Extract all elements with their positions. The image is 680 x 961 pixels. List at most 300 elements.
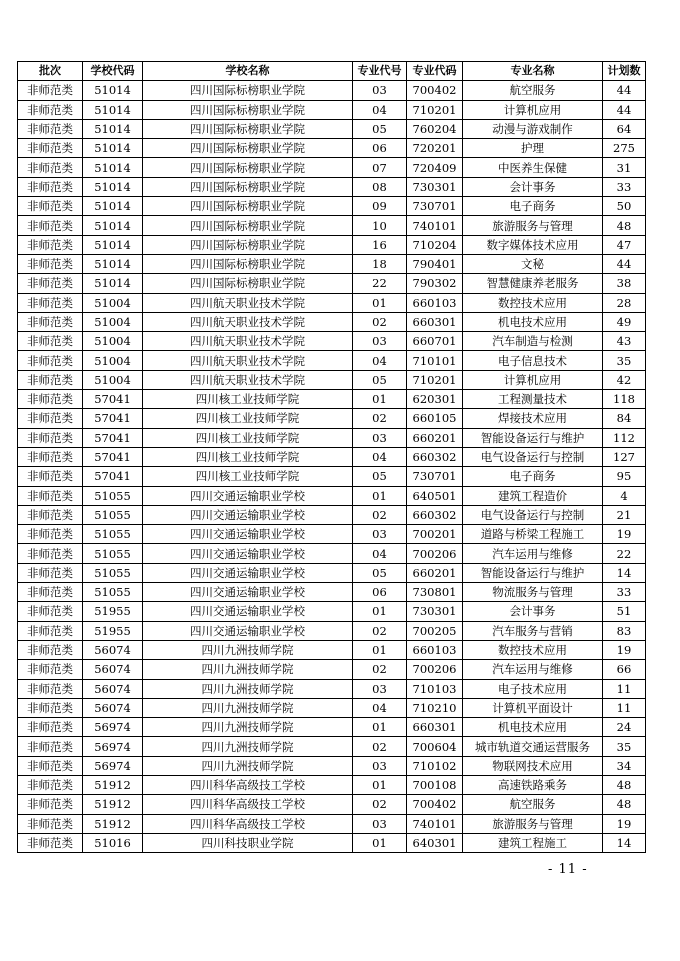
cell-major-code: 700206 [407,544,463,563]
table-row [18,139,646,158]
cell-major-code: 710204 [407,235,463,254]
cell-school-name: 四川国际标榜职业学院 [143,235,353,254]
cell-plan-count: 33 [603,177,646,196]
header-school-name: 学校名称 [143,62,353,81]
cell-school-code: 56974 [83,737,143,756]
cell-school-code: 51014 [83,100,143,119]
cell-plan-count: 44 [603,254,646,273]
cell-major-number: 05 [353,467,407,486]
cell-plan-count: 64 [603,119,646,138]
cell-school-code: 51055 [83,544,143,563]
cell-major-code: 710201 [407,370,463,389]
cell-school-name: 四川九洲技师学院 [143,640,353,659]
cell-major-number: 01 [353,486,407,505]
cell-school-name: 四川九洲技师学院 [143,737,353,756]
cell-batch: 非师范类 [18,235,83,254]
cell-major-code: 700402 [407,795,463,814]
cell-batch: 非师范类 [18,756,83,775]
cell-major-name: 电子商务 [463,197,603,216]
cell-school-code: 51055 [83,505,143,524]
cell-school-name: 四川交通运输职业学校 [143,544,353,563]
cell-plan-count: 118 [603,390,646,409]
cell-major-code: 710201 [407,100,463,119]
cell-school-name: 四川国际标榜职业学院 [143,177,353,196]
cell-major-number: 01 [353,718,407,737]
cell-plan-count: 112 [603,428,646,447]
cell-major-code: 740101 [407,216,463,235]
cell-batch: 非师范类 [18,409,83,428]
cell-school-name: 四川国际标榜职业学院 [143,81,353,100]
cell-school-code: 51014 [83,274,143,293]
cell-plan-count: 4 [603,486,646,505]
table-row [18,351,646,370]
cell-batch: 非师范类 [18,660,83,679]
table-row [18,254,646,273]
cell-school-name: 四川交通运输职业学校 [143,621,353,640]
cell-major-name: 汽车运用与维修 [463,660,603,679]
table-row [18,814,646,833]
cell-school-code: 57041 [83,447,143,466]
table-row [18,100,646,119]
cell-school-code: 51014 [83,235,143,254]
cell-major-name: 电气设备运行与控制 [463,505,603,524]
cell-major-name: 中医养生保健 [463,158,603,177]
cell-major-number: 22 [353,274,407,293]
cell-plan-count: 14 [603,563,646,582]
table-row [18,428,646,447]
cell-school-code: 51912 [83,795,143,814]
cell-major-name: 汽车服务与营销 [463,621,603,640]
cell-batch: 非师范类 [18,139,83,158]
cell-major-name: 电子技术应用 [463,679,603,698]
cell-batch: 非师范类 [18,390,83,409]
cell-school-code: 56074 [83,660,143,679]
cell-plan-count: 19 [603,525,646,544]
cell-batch: 非师范类 [18,312,83,331]
cell-school-name: 四川航天职业技术学院 [143,293,353,312]
cell-batch: 非师范类 [18,467,83,486]
cell-batch: 非师范类 [18,737,83,756]
cell-batch: 非师范类 [18,698,83,717]
table-row [18,640,646,659]
cell-major-name: 物流服务与管理 [463,583,603,602]
cell-major-code: 660201 [407,428,463,447]
cell-school-code: 56074 [83,698,143,717]
cell-major-number: 16 [353,235,407,254]
cell-major-name: 动漫与游戏制作 [463,119,603,138]
cell-school-name: 四川航天职业技术学院 [143,332,353,351]
cell-major-name: 机电技术应用 [463,718,603,737]
cell-school-name: 四川国际标榜职业学院 [143,216,353,235]
cell-plan-count: 48 [603,775,646,794]
cell-major-number: 02 [353,737,407,756]
table-row [18,119,646,138]
cell-batch: 非师范类 [18,197,83,216]
cell-batch: 非师范类 [18,602,83,621]
table-row [18,274,646,293]
cell-major-name: 数控技术应用 [463,293,603,312]
cell-major-number: 03 [353,679,407,698]
cell-school-name: 四川九洲技师学院 [143,698,353,717]
cell-school-code: 56974 [83,718,143,737]
cell-major-code: 730801 [407,583,463,602]
cell-major-name: 电子商务 [463,467,603,486]
cell-batch: 非师范类 [18,216,83,235]
table-row [18,177,646,196]
cell-batch: 非师范类 [18,679,83,698]
table-row [18,583,646,602]
cell-plan-count: 47 [603,235,646,254]
table-row [18,447,646,466]
cell-plan-count: 48 [603,216,646,235]
cell-plan-count: 44 [603,81,646,100]
cell-school-code: 51014 [83,81,143,100]
cell-major-code: 700604 [407,737,463,756]
cell-batch: 非师范类 [18,833,83,852]
cell-school-code: 51014 [83,139,143,158]
cell-batch: 非师范类 [18,254,83,273]
cell-major-number: 01 [353,775,407,794]
table-row [18,370,646,389]
cell-plan-count: 33 [603,583,646,602]
cell-plan-count: 43 [603,332,646,351]
header-school-code: 学校代码 [83,62,143,81]
cell-school-code: 51004 [83,370,143,389]
cell-school-name: 四川国际标榜职业学院 [143,119,353,138]
cell-major-number: 03 [353,814,407,833]
cell-school-name: 四川核工业技师学院 [143,467,353,486]
cell-major-code: 640301 [407,833,463,852]
table-row [18,621,646,640]
table-row [18,197,646,216]
cell-school-code: 51014 [83,254,143,273]
cell-major-number: 06 [353,583,407,602]
cell-plan-count: 38 [603,274,646,293]
cell-batch: 非师范类 [18,100,83,119]
cell-school-code: 51014 [83,197,143,216]
cell-batch: 非师范类 [18,486,83,505]
cell-major-name: 道路与桥梁工程施工 [463,525,603,544]
cell-batch: 非师范类 [18,119,83,138]
cell-major-code: 660103 [407,293,463,312]
cell-school-name: 四川科华高级技工学校 [143,795,353,814]
cell-school-name: 四川科华高级技工学校 [143,775,353,794]
cell-school-name: 四川核工业技师学院 [143,428,353,447]
cell-batch: 非师范类 [18,563,83,582]
cell-batch: 非师范类 [18,177,83,196]
cell-plan-count: 51 [603,602,646,621]
cell-major-number: 01 [353,640,407,659]
table-row [18,563,646,582]
cell-major-code: 740101 [407,814,463,833]
cell-school-name: 四川核工业技师学院 [143,409,353,428]
cell-major-number: 07 [353,158,407,177]
cell-batch: 非师范类 [18,718,83,737]
cell-major-number: 04 [353,698,407,717]
cell-school-name: 四川科技职业学院 [143,833,353,852]
cell-major-number: 05 [353,119,407,138]
cell-major-name: 护理 [463,139,603,158]
cell-plan-count: 21 [603,505,646,524]
cell-major-code: 660302 [407,447,463,466]
cell-major-name: 文秘 [463,254,603,273]
cell-plan-count: 24 [603,718,646,737]
cell-batch: 非师范类 [18,274,83,293]
table-row [18,795,646,814]
table-row [18,235,646,254]
cell-batch: 非师范类 [18,621,83,640]
cell-major-code: 790401 [407,254,463,273]
table-row [18,679,646,698]
cell-school-code: 51955 [83,602,143,621]
cell-major-code: 640501 [407,486,463,505]
table-row [18,293,646,312]
cell-school-name: 四川航天职业技术学院 [143,351,353,370]
cell-major-number: 18 [353,254,407,273]
cell-school-name: 四川国际标榜职业学院 [143,139,353,158]
table-row [18,216,646,235]
cell-major-code: 700108 [407,775,463,794]
cell-major-code: 620301 [407,390,463,409]
header-major-number: 专业代号 [353,62,407,81]
table-row [18,486,646,505]
cell-plan-count: 11 [603,679,646,698]
cell-school-name: 四川交通运输职业学校 [143,525,353,544]
cell-school-code: 51055 [83,525,143,544]
cell-major-number: 04 [353,100,407,119]
cell-major-number: 04 [353,447,407,466]
cell-plan-count: 19 [603,814,646,833]
cell-school-code: 57041 [83,390,143,409]
cell-major-name: 计算机平面设计 [463,698,603,717]
cell-major-name: 工程测量技术 [463,390,603,409]
cell-batch: 非师范类 [18,81,83,100]
cell-plan-count: 19 [603,640,646,659]
table-row [18,718,646,737]
header-major-code: 专业代码 [407,62,463,81]
cell-school-name: 四川核工业技师学院 [143,447,353,466]
cell-major-number: 03 [353,332,407,351]
table-row [18,833,646,852]
cell-major-code: 700206 [407,660,463,679]
cell-batch: 非师范类 [18,447,83,466]
cell-school-name: 四川航天职业技术学院 [143,312,353,331]
cell-major-name: 高速铁路乘务 [463,775,603,794]
cell-plan-count: 31 [603,158,646,177]
cell-batch: 非师范类 [18,332,83,351]
header-plan-count: 计划数 [603,62,646,81]
admissions-plan-table [17,61,646,853]
cell-major-code: 730301 [407,177,463,196]
cell-major-number: 03 [353,756,407,775]
cell-school-name: 四川九洲技师学院 [143,660,353,679]
cell-major-code: 660103 [407,640,463,659]
cell-school-code: 51014 [83,216,143,235]
cell-major-code: 720409 [407,158,463,177]
cell-school-name: 四川交通运输职业学校 [143,563,353,582]
cell-plan-count: 275 [603,139,646,158]
cell-school-name: 四川科华高级技工学校 [143,814,353,833]
page-number: - 11 - [548,862,588,877]
cell-major-number: 02 [353,505,407,524]
cell-batch: 非师范类 [18,795,83,814]
cell-major-number: 03 [353,81,407,100]
cell-major-name: 数控技术应用 [463,640,603,659]
cell-major-code: 730301 [407,602,463,621]
cell-plan-count: 28 [603,293,646,312]
cell-school-code: 57041 [83,428,143,447]
cell-major-number: 03 [353,525,407,544]
table-row [18,544,646,563]
table-row [18,467,646,486]
cell-school-code: 56074 [83,679,143,698]
cell-school-code: 56974 [83,756,143,775]
cell-school-name: 四川国际标榜职业学院 [143,274,353,293]
cell-major-name: 机电技术应用 [463,312,603,331]
cell-major-number: 02 [353,795,407,814]
table-row [18,158,646,177]
cell-school-name: 四川九洲技师学院 [143,679,353,698]
cell-school-name: 四川九洲技师学院 [143,756,353,775]
cell-major-number: 02 [353,621,407,640]
cell-major-code: 700205 [407,621,463,640]
cell-school-name: 四川交通运输职业学校 [143,486,353,505]
cell-batch: 非师范类 [18,583,83,602]
table-row [18,525,646,544]
cell-school-name: 四川交通运输职业学校 [143,583,353,602]
cell-major-number: 01 [353,390,407,409]
cell-major-number: 10 [353,216,407,235]
cell-school-code: 51014 [83,177,143,196]
cell-plan-count: 48 [603,795,646,814]
cell-batch: 非师范类 [18,544,83,563]
cell-plan-count: 84 [603,409,646,428]
cell-major-name: 物联网技术应用 [463,756,603,775]
cell-major-code: 700402 [407,81,463,100]
cell-major-name: 会计事务 [463,177,603,196]
cell-school-code: 51004 [83,351,143,370]
table-body [18,81,646,853]
cell-batch: 非师范类 [18,814,83,833]
cell-major-name: 航空服务 [463,81,603,100]
cell-school-code: 51912 [83,814,143,833]
table-row [18,332,646,351]
cell-plan-count: 34 [603,756,646,775]
cell-batch: 非师范类 [18,775,83,794]
cell-major-name: 智能设备运行与维护 [463,563,603,582]
cell-major-number: 05 [353,370,407,389]
cell-plan-count: 50 [603,197,646,216]
cell-batch: 非师范类 [18,640,83,659]
cell-school-name: 四川航天职业技术学院 [143,370,353,389]
cell-school-code: 51055 [83,486,143,505]
table-row [18,775,646,794]
cell-batch: 非师范类 [18,293,83,312]
cell-school-code: 51014 [83,119,143,138]
cell-school-name: 四川国际标榜职业学院 [143,197,353,216]
table-header-row [18,62,646,81]
cell-major-code: 710102 [407,756,463,775]
cell-major-name: 建筑工程造价 [463,486,603,505]
cell-school-code: 57041 [83,409,143,428]
cell-major-number: 02 [353,409,407,428]
cell-major-name: 数字媒体技术应用 [463,235,603,254]
header-major-name: 专业名称 [463,62,603,81]
cell-major-name: 会计事务 [463,602,603,621]
cell-school-code: 51004 [83,293,143,312]
cell-major-code: 660302 [407,505,463,524]
cell-major-code: 710101 [407,351,463,370]
header-batch: 批次 [18,62,83,81]
cell-major-code: 790302 [407,274,463,293]
table-row [18,312,646,331]
cell-school-name: 四川核工业技师学院 [143,390,353,409]
cell-plan-count: 35 [603,737,646,756]
cell-major-number: 08 [353,177,407,196]
cell-major-name: 旅游服务与管理 [463,216,603,235]
cell-major-number: 04 [353,544,407,563]
cell-plan-count: 44 [603,100,646,119]
cell-major-code: 730701 [407,197,463,216]
cell-plan-count: 11 [603,698,646,717]
cell-major-number: 06 [353,139,407,158]
cell-major-code: 660701 [407,332,463,351]
cell-plan-count: 14 [603,833,646,852]
cell-school-code: 51055 [83,563,143,582]
cell-batch: 非师范类 [18,158,83,177]
cell-school-code: 57041 [83,467,143,486]
cell-school-name: 四川国际标榜职业学院 [143,158,353,177]
table-row [18,756,646,775]
cell-major-number: 01 [353,602,407,621]
cell-batch: 非师范类 [18,428,83,447]
cell-school-name: 四川国际标榜职业学院 [143,100,353,119]
cell-school-code: 51955 [83,621,143,640]
cell-major-code: 720201 [407,139,463,158]
cell-batch: 非师范类 [18,525,83,544]
cell-major-number: 02 [353,312,407,331]
table-row [18,390,646,409]
cell-school-code: 51016 [83,833,143,852]
cell-plan-count: 127 [603,447,646,466]
table-row [18,505,646,524]
cell-major-name: 电气设备运行与控制 [463,447,603,466]
cell-major-code: 660201 [407,563,463,582]
cell-batch: 非师范类 [18,370,83,389]
cell-school-name: 四川国际标榜职业学院 [143,254,353,273]
cell-major-number: 02 [353,660,407,679]
cell-major-code: 760204 [407,119,463,138]
cell-major-number: 09 [353,197,407,216]
cell-school-code: 51912 [83,775,143,794]
cell-school-code: 56074 [83,640,143,659]
cell-major-name: 智慧健康养老服务 [463,274,603,293]
cell-major-name: 汽车运用与维修 [463,544,603,563]
cell-plan-count: 83 [603,621,646,640]
table-row [18,409,646,428]
cell-major-name: 计算机应用 [463,370,603,389]
cell-plan-count: 35 [603,351,646,370]
table-row [18,602,646,621]
cell-batch: 非师范类 [18,505,83,524]
cell-plan-count: 42 [603,370,646,389]
cell-major-code: 660301 [407,312,463,331]
cell-major-code: 660105 [407,409,463,428]
table-row [18,660,646,679]
cell-school-code: 51004 [83,312,143,331]
cell-school-name: 四川九洲技师学院 [143,718,353,737]
table-row [18,737,646,756]
